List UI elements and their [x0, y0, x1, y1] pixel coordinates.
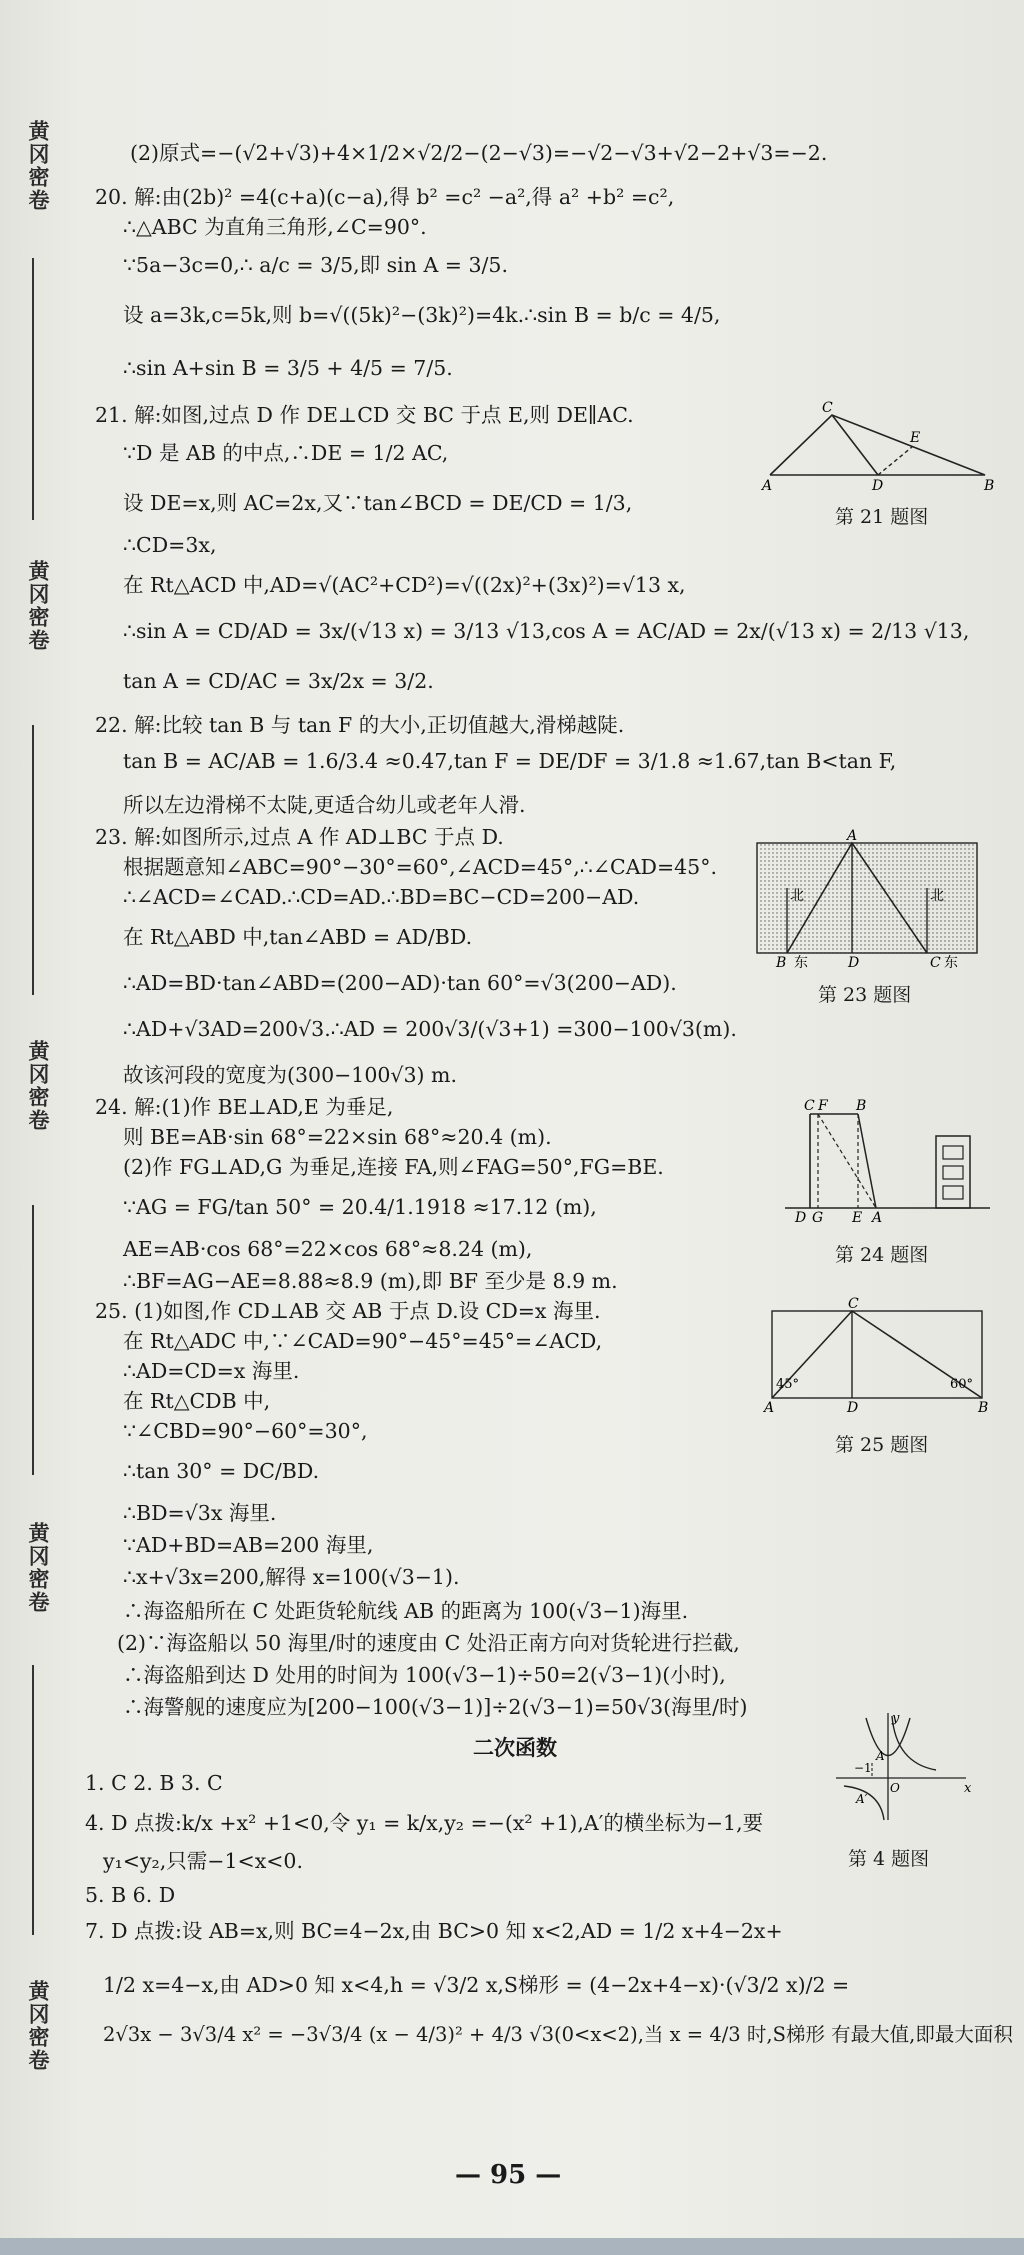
text-line: ∴BF=AG−AE=8.88≈8.9 (m),即 BF 至少是 8.9 m. [123, 1269, 618, 1293]
text-line: 25. (1)如图,作 CD⊥AB 交 AB 于点 D.设 CD=x 海里. [95, 1299, 601, 1323]
fig23-label: A [847, 828, 858, 844]
text-line: ∵D 是 AB 的中点,∴DE = 1/2 AC, [123, 441, 449, 465]
sidebar-divider [32, 1205, 34, 1475]
bottom-edge [0, 2238, 1024, 2255]
text-line: ∴AD=BD·tan∠ABD=(200−AD)·tan 60°=√3(200−AD). [123, 971, 677, 995]
fig23-label: 东 [944, 955, 958, 968]
text-line: 在 Rt△ACD 中,AD=√(AC²+CD²)=√((2x)²+(3x)²)=√13 x, [123, 573, 686, 597]
text-line: (2)原式=−(√2+√3)+4×1/2×√2/2−(2−√3)=−√2−√3+√2−2+√3=−2. [130, 141, 828, 165]
text-line: 故该河段的宽度为(300−100√3) m. [123, 1063, 458, 1087]
text-line: ∴AD=CD=x 海里. [123, 1359, 300, 1383]
text-line: 23. 解:如图所示,过点 A 作 AD⊥BC 于点 D. [95, 825, 504, 849]
text-line: tan B = AC/AB = 1.6/3.4 ≈0.47,tan F = DE/DF = 3/1.8 ≈1.67,tan B<tan F, [123, 749, 897, 773]
text-line: 1. C 2. B 3. C [85, 1771, 223, 1795]
text-line: 设 a=3k,c=5k,则 b=√((5k)²−(3k)²)=4k.∴sin B = b/c = 4/5, [123, 303, 721, 327]
fig24-label: D [795, 1210, 807, 1226]
fig25-label: 45° [776, 1377, 800, 1392]
text-line: 在 Rt△CDB 中, [123, 1389, 271, 1413]
text-line: 5. B 6. D [85, 1883, 176, 1907]
text-line: ∴BD=√3x 海里. [123, 1501, 277, 1525]
text-line: 4. D 点拨:k/x +x² +1<0,令 y₁ = k/x,y₂ =−(x² +1),A′的横坐标为−1,要 [85, 1811, 764, 1835]
section-title: 二次函数 [473, 1735, 557, 1760]
text-line: 1/2 x=4−x,由 AD>0 知 x<4,h = √3/2 x,S梯形 = (4−2x+4−x)·(√3/2 x)/2 = [103, 1973, 850, 1997]
text-line: ∴tan 30° = DC/BD. [123, 1459, 320, 1483]
text-line: ∴海盗船到达 D 处用的时间为 100(√3−1)÷50=2(√3−1)(小时), [123, 1663, 726, 1687]
figure-caption: 第 21 题图 [835, 506, 929, 528]
fig4-label: A [876, 1749, 885, 1763]
page-number: — 95 — [455, 2160, 562, 2190]
sidebar-divider [32, 258, 34, 520]
sidebar-label: 黄冈密卷 [26, 560, 51, 652]
text-line: ∴AD+√3AD=200√3.∴AD = 200√3/(√3+1) =300−100√3(m). [123, 1017, 737, 1041]
fig24-label: C [804, 1098, 815, 1114]
figure-caption: 第 4 题图 [848, 1848, 930, 1870]
sidebar-divider [32, 1665, 34, 1935]
figure-21 [760, 400, 1000, 490]
fig24-label: E [852, 1210, 863, 1226]
text-line: 设 DE=x,则 AC=2x,又∵tan∠BCD = DE/CD = 1/3, [123, 491, 633, 515]
text-line: ∴海盗船所在 C 处距货轮航线 AB 的距离为 100(√3−1)海里. [123, 1599, 689, 1623]
fig4-label: O [890, 1781, 900, 1795]
fig4-label: A′ [856, 1792, 868, 1806]
text-line: 21. 解:如图,过点 D 作 DE⊥CD 交 BC 于点 E,则 DE∥AC. [95, 403, 634, 427]
text-line: 7. D 点拨:设 AB=x,则 BC=4−2x,由 BC>0 知 x<2,AD = 1/2 x+4−2x+ [85, 1919, 783, 1943]
fig25-label: 60° [950, 1377, 974, 1392]
text-line: 24. 解:(1)作 BE⊥AD,E 为垂足, [95, 1095, 394, 1119]
text-line: y₁<y₂,只需−1<x<0. [103, 1849, 303, 1873]
figure-4 [826, 1708, 976, 1828]
fig23-label: 北 [790, 888, 804, 904]
fig25-label: D [847, 1400, 859, 1416]
text-line: ∵∠CBD=90°−60°=30°, [123, 1419, 368, 1443]
text-line: AE=AB·cos 68°=22×cos 68°≈8.24 (m), [123, 1237, 533, 1261]
fig23-label: B [776, 955, 787, 968]
fig21-label: E [910, 430, 921, 446]
text-line: 在 Rt△ABD 中,tan∠ABD = AD/BD. [123, 925, 473, 949]
text-line: 根据题意知∠ABC=90°−30°=60°,∠ACD=45°,∴∠CAD=45°. [123, 855, 717, 879]
text-line: ∴∠ACD=∠CAD.∴CD=AD.∴BD=BC−CD=200−AD. [123, 885, 640, 909]
fig24-label: A [872, 1210, 883, 1226]
text-line: ∴sin A = CD/AD = 3x/(√13 x) = 3/13 √13,cos A = AC/AD = 2x/(√13 x) = 2/13 √13, [123, 619, 970, 643]
figure-24 [780, 1096, 996, 1226]
fig21-label: C [822, 400, 833, 416]
fig23-label: C [930, 955, 941, 968]
text-line: ∴CD=3x, [123, 533, 217, 557]
text-line: 则 BE=AB·sin 68°=22×sin 68°≈20.4 (m). [123, 1125, 552, 1149]
text-line: ∴△ABC 为直角三角形,∠C=90°. [123, 215, 427, 239]
figure-caption: 第 25 题图 [835, 1434, 929, 1456]
figure-caption: 第 23 题图 [818, 984, 912, 1006]
text-line: 所以左边滑梯不太陡,更适合幼儿或老年人滑. [123, 793, 526, 817]
fig21-label: B [984, 478, 995, 490]
sidebar-label: 黄冈密卷 [26, 1040, 51, 1132]
fig25-label: A [764, 1400, 775, 1416]
sidebar-divider [32, 725, 34, 995]
fig24-label: F [818, 1098, 828, 1114]
fig4-label: −1 [854, 1761, 872, 1775]
figure-caption: 第 24 题图 [835, 1244, 929, 1266]
sidebar [0, 0, 70, 2255]
figure-23 [752, 828, 988, 968]
fig21-label: D [872, 478, 884, 490]
fig25-label: B [978, 1400, 989, 1416]
figure-25 [762, 1296, 992, 1416]
text-line: tan A = CD/AC = 3x/2x = 3/2. [123, 669, 434, 693]
text-line: (2)作 FG⊥AD,G 为垂足,连接 FA,则∠FAG=50°,FG=BE. [123, 1155, 664, 1179]
text-line: ∴sin A+sin B = 3/5 + 4/5 = 7/5. [123, 356, 453, 380]
fig4-label: y [892, 1711, 900, 1726]
sidebar-label: 黄冈密卷 [26, 1980, 51, 2072]
fig24-label: G [812, 1210, 824, 1226]
text-line: ∵5a−3c=0,∴ a/c = 3/5,即 sin A = 3/5. [123, 253, 508, 277]
text-line: 2√3x − 3√3/4 x² = −3√3/4 (x − 4/3)² + 4/3 √3(0<x<2),当 x = 4/3 时,S梯形 有最大值,即最大面积 [103, 2023, 1013, 2046]
text-line: ∴x+√3x=200,解得 x=100(√3−1). [123, 1565, 460, 1589]
text-line: ∵AD+BD=AB=200 海里, [123, 1533, 374, 1557]
sidebar-label: 黄冈密卷 [26, 120, 51, 212]
fig23-label: 东 [794, 955, 808, 968]
fig21-label: A [762, 478, 773, 490]
text-line: (2)∵海盗船以 50 海里/时的速度由 C 处沿正南方向对货轮进行拦截, [117, 1631, 740, 1655]
fig25-label: C [848, 1296, 859, 1312]
fig24-label: B [856, 1098, 867, 1114]
text-line: ∴海警舰的速度应为[200−100(√3−1)]÷2(√3−1)=50√3(海里/时) [123, 1695, 748, 1719]
text-line: 20. 解:由(2b)² =4(c+a)(c−a),得 b² =c² −a²,得 a² +b² =c², [95, 185, 675, 209]
text-line: 在 Rt△ADC 中,∵∠CAD=90°−45°=45°=∠ACD, [123, 1329, 603, 1353]
fig23-label: D [848, 955, 860, 968]
text-line: 22. 解:比较 tan B 与 tan F 的大小,正切值越大,滑梯越陡. [95, 713, 625, 737]
fig4-label: x [964, 1781, 972, 1796]
fig23-label: 北 [930, 888, 944, 904]
text-line: ∵AG = FG/tan 50° = 20.4/1.1918 ≈17.12 (m), [123, 1195, 597, 1219]
sidebar-label: 黄冈密卷 [26, 1522, 51, 1614]
